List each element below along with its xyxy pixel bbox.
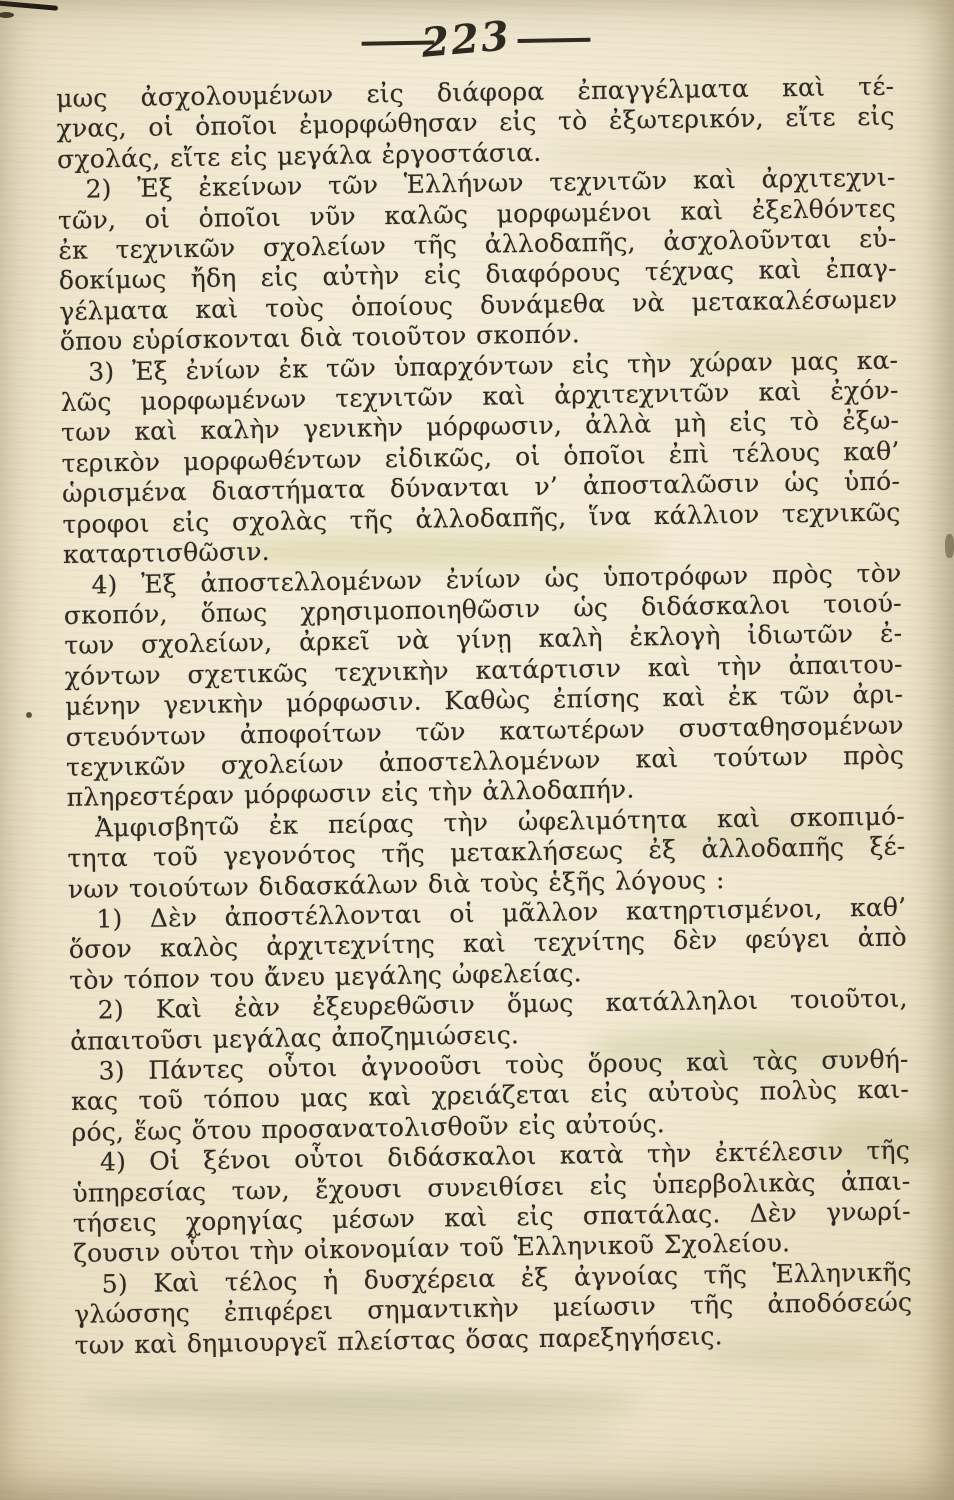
- text-line: χνας, οἱ ὁποῖοι ἐμορφώθησαν εἰς τὸ ἐξωτερικόν, εἴτε εἰς: [56, 101, 895, 144]
- page-header: [356, 12, 595, 67]
- text-line: τροφοι εἰς σχολὰς τῆς ἀλλοδαπῆς, ἵνα κάλλιον τεχνικῶς: [62, 497, 901, 539]
- text-line: γλώσσης ἐπιφέρει σημαντικὴν μείωσιν τῆς ἀποδόσεώς: [74, 1287, 913, 1330]
- text-line: τήσεις χορηγίας μέσων καὶ εἰς σπατάλας. Δὲν γνωρί-: [72, 1196, 912, 1238]
- text-line: δοκίμως ἤδη εἰς αὐτὴν εἰς διαφόρους τέχνας καὶ ἐπαγ-: [58, 253, 898, 296]
- text-line: σκοπόν, ὅπως χρησιμοποιηθῶσιν ὡς διδάσκαλοι τοιού-: [63, 588, 903, 630]
- header-dash-left: —: [356, 19, 440, 62]
- text-line: γέλματα καὶ τοὺς ὁποίους δυνάμεθα νὰ μετακαλέσωμεν: [59, 284, 898, 326]
- text-line: τητα τοῦ γεγονότος τῆς μετακλήσεως ἐξ ἀλλοδαπῆς ξέ-: [67, 831, 906, 874]
- text-line: σχολάς, εἴτε εἰς μεγάλα ἐργοστάσια.: [56, 137, 542, 174]
- text-line: τερικὸν μορφωθέντων εἰδικῶς, οἱ ὁποῖοι ἐπὶ τέλους καθ’: [61, 436, 900, 478]
- text-line: των καὶ δημιουργεῖ πλείστας ὅσας παρεξηγήσεις.: [74, 1320, 723, 1360]
- text-line: ὅσον καλὸς ἀρχιτεχνίτης καὶ τεχνίτης δὲν φεύγει ἀπὸ: [68, 922, 907, 965]
- text-line: ἐκ τεχνικῶν σχολείων τῆς ἀλλοδαπῆς, ἀσχολοῦνται εὐ-: [58, 223, 897, 266]
- text-line: των καὶ καλὴν γενικὴν μόρφωσιν, ἀλλὰ μὴ εἰς τὸ ἐξω-: [60, 406, 900, 448]
- stain: [200, 1424, 620, 1446]
- text-line: ἀπαιτοῦσι μεγάλας ἀποζημιώσεις.: [69, 1019, 520, 1056]
- document-text: [56, 72, 913, 1361]
- text-line: 2) Καὶ ἐὰν ἐξευρεθῶσιν ὅμως κατάλληλοι τοιοῦτοι,: [97, 983, 908, 1025]
- text-line: στευόντων ἀποφοίτων τῶν κατωτέρων συσταθησομένων: [65, 710, 904, 752]
- page-number: 223: [419, 12, 513, 67]
- text-line: λῶς μορφωμένων τεχνιτῶν καὶ ἀρχιτεχνιτῶν καὶ ἐχόν-: [60, 375, 899, 418]
- text-line: χόντων σχετικῶς τεχνικὴν κατάρτισιν καὶ τὴν ἀπαιτου-: [64, 649, 903, 691]
- text-line: ζουσιν οὗτοι τὴν οἰκονομίαν τοῦ Ἑλληνικοῦ Σχολείου.: [73, 1228, 791, 1269]
- text-line: καταρτισθῶσιν.: [62, 536, 271, 570]
- text-line: μως ἀσχολουμένων εἰς διάφορα ἐπαγγέλματα καὶ τέ-: [56, 71, 895, 113]
- margin-dot: [26, 712, 32, 718]
- text-line: κας τοῦ τόπου μας καὶ χρειάζεται εἰς αὐτοὺς πολὺς και-: [70, 1074, 910, 1117]
- text-line: ὑπηρεσίας των, ἔχουσι συνειθίσει εἰς ὑπερβολικὰς ἀπαι-: [72, 1166, 911, 1208]
- text-line: ρός, ἕως ὅτου προσανατολισθοῦν εἰς αὐτούς.: [71, 1108, 666, 1147]
- text-line: πληρεστέραν μόρφωσιν εἰς τὴν ἀλλοδαπήν.: [66, 774, 635, 813]
- text-line: 1) Δὲν ἀποστέλλονται οἱ μᾶλλον κατηρτισμένοι, καθ’: [96, 892, 907, 934]
- text-line: Ἀμφισβητῶ ἐκ πείρας τὴν ὠφελιμότητα καὶ σκοπιμό-: [94, 801, 906, 843]
- ink-mark: [0, 0, 58, 11]
- text-line: ὅπου εὑρίσκονται διὰ τοιοῦτον σκοπόν.: [59, 319, 581, 357]
- text-line: 3) Πάντες οὗτοι ἀγνοοῦσι τοὺς ὅρους καὶ τὰς συνθή-: [98, 1044, 909, 1086]
- text-line: μένην γενικὴν μόρφωσιν. Καθὼς ἐπίσης καὶ ἐκ τῶν ἀρι-: [65, 679, 904, 722]
- text-line: 2) Ἐξ ἐκείνων τῶν Ἑλλήνων τεχνιτῶν καὶ ἀρχιτεχνι-: [85, 162, 896, 204]
- header-dash-right: —: [512, 17, 595, 59]
- text-line: τὸν τόπον του ἄνευ μεγάλης ὠφελείας.: [69, 958, 582, 995]
- text-line: 5) Καὶ τέλος ἡ δυσχέρεια ἐξ ἀγνοίας τῆς Ἑλληνικῆς: [101, 1257, 912, 1299]
- text-line: 4) Οἱ ξένοι οὗτοι διδάσκαλοι κατὰ τὴν ἐκτέλεσιν τῆς: [99, 1135, 911, 1177]
- ink-mark: [0, 12, 14, 18]
- text-line: τεχνικῶν σχολείων ἀποστελλομένων καὶ τούτων πρὸς: [65, 740, 905, 782]
- text-line: τῶν, οἱ ὁποῖοι νῦν καλῶς μορφωμένοι καὶ ἐξελθόντες: [57, 193, 897, 235]
- text-line: νων τοιούτων διδασκάλων διὰ τοὺς ἑξῆς λόγους :: [67, 864, 725, 904]
- text-line: 4) Ἐξ ἀποστελλομένων ἐνίων ὡς ὑποτρόφων πρὸς τὸν: [91, 558, 902, 600]
- text-line: ὡρισμένα διαστήματα δύνανται ν’ ἀποσταλῶσιν ὡς ὑπό-: [61, 466, 901, 509]
- text-line: των σχολείων, ἀρκεῖ νὰ γίνῃ καλὴ ἐκλογὴ ἰδιωτῶν ἐ-: [64, 618, 903, 661]
- text-line: 3) Ἐξ ἐνίων ἐκ τῶν ὑπαρχόντων εἰς τὴν χώραν μας κα-: [88, 345, 899, 387]
- stain: [80, 1388, 640, 1418]
- edge-smudge: [945, 534, 954, 558]
